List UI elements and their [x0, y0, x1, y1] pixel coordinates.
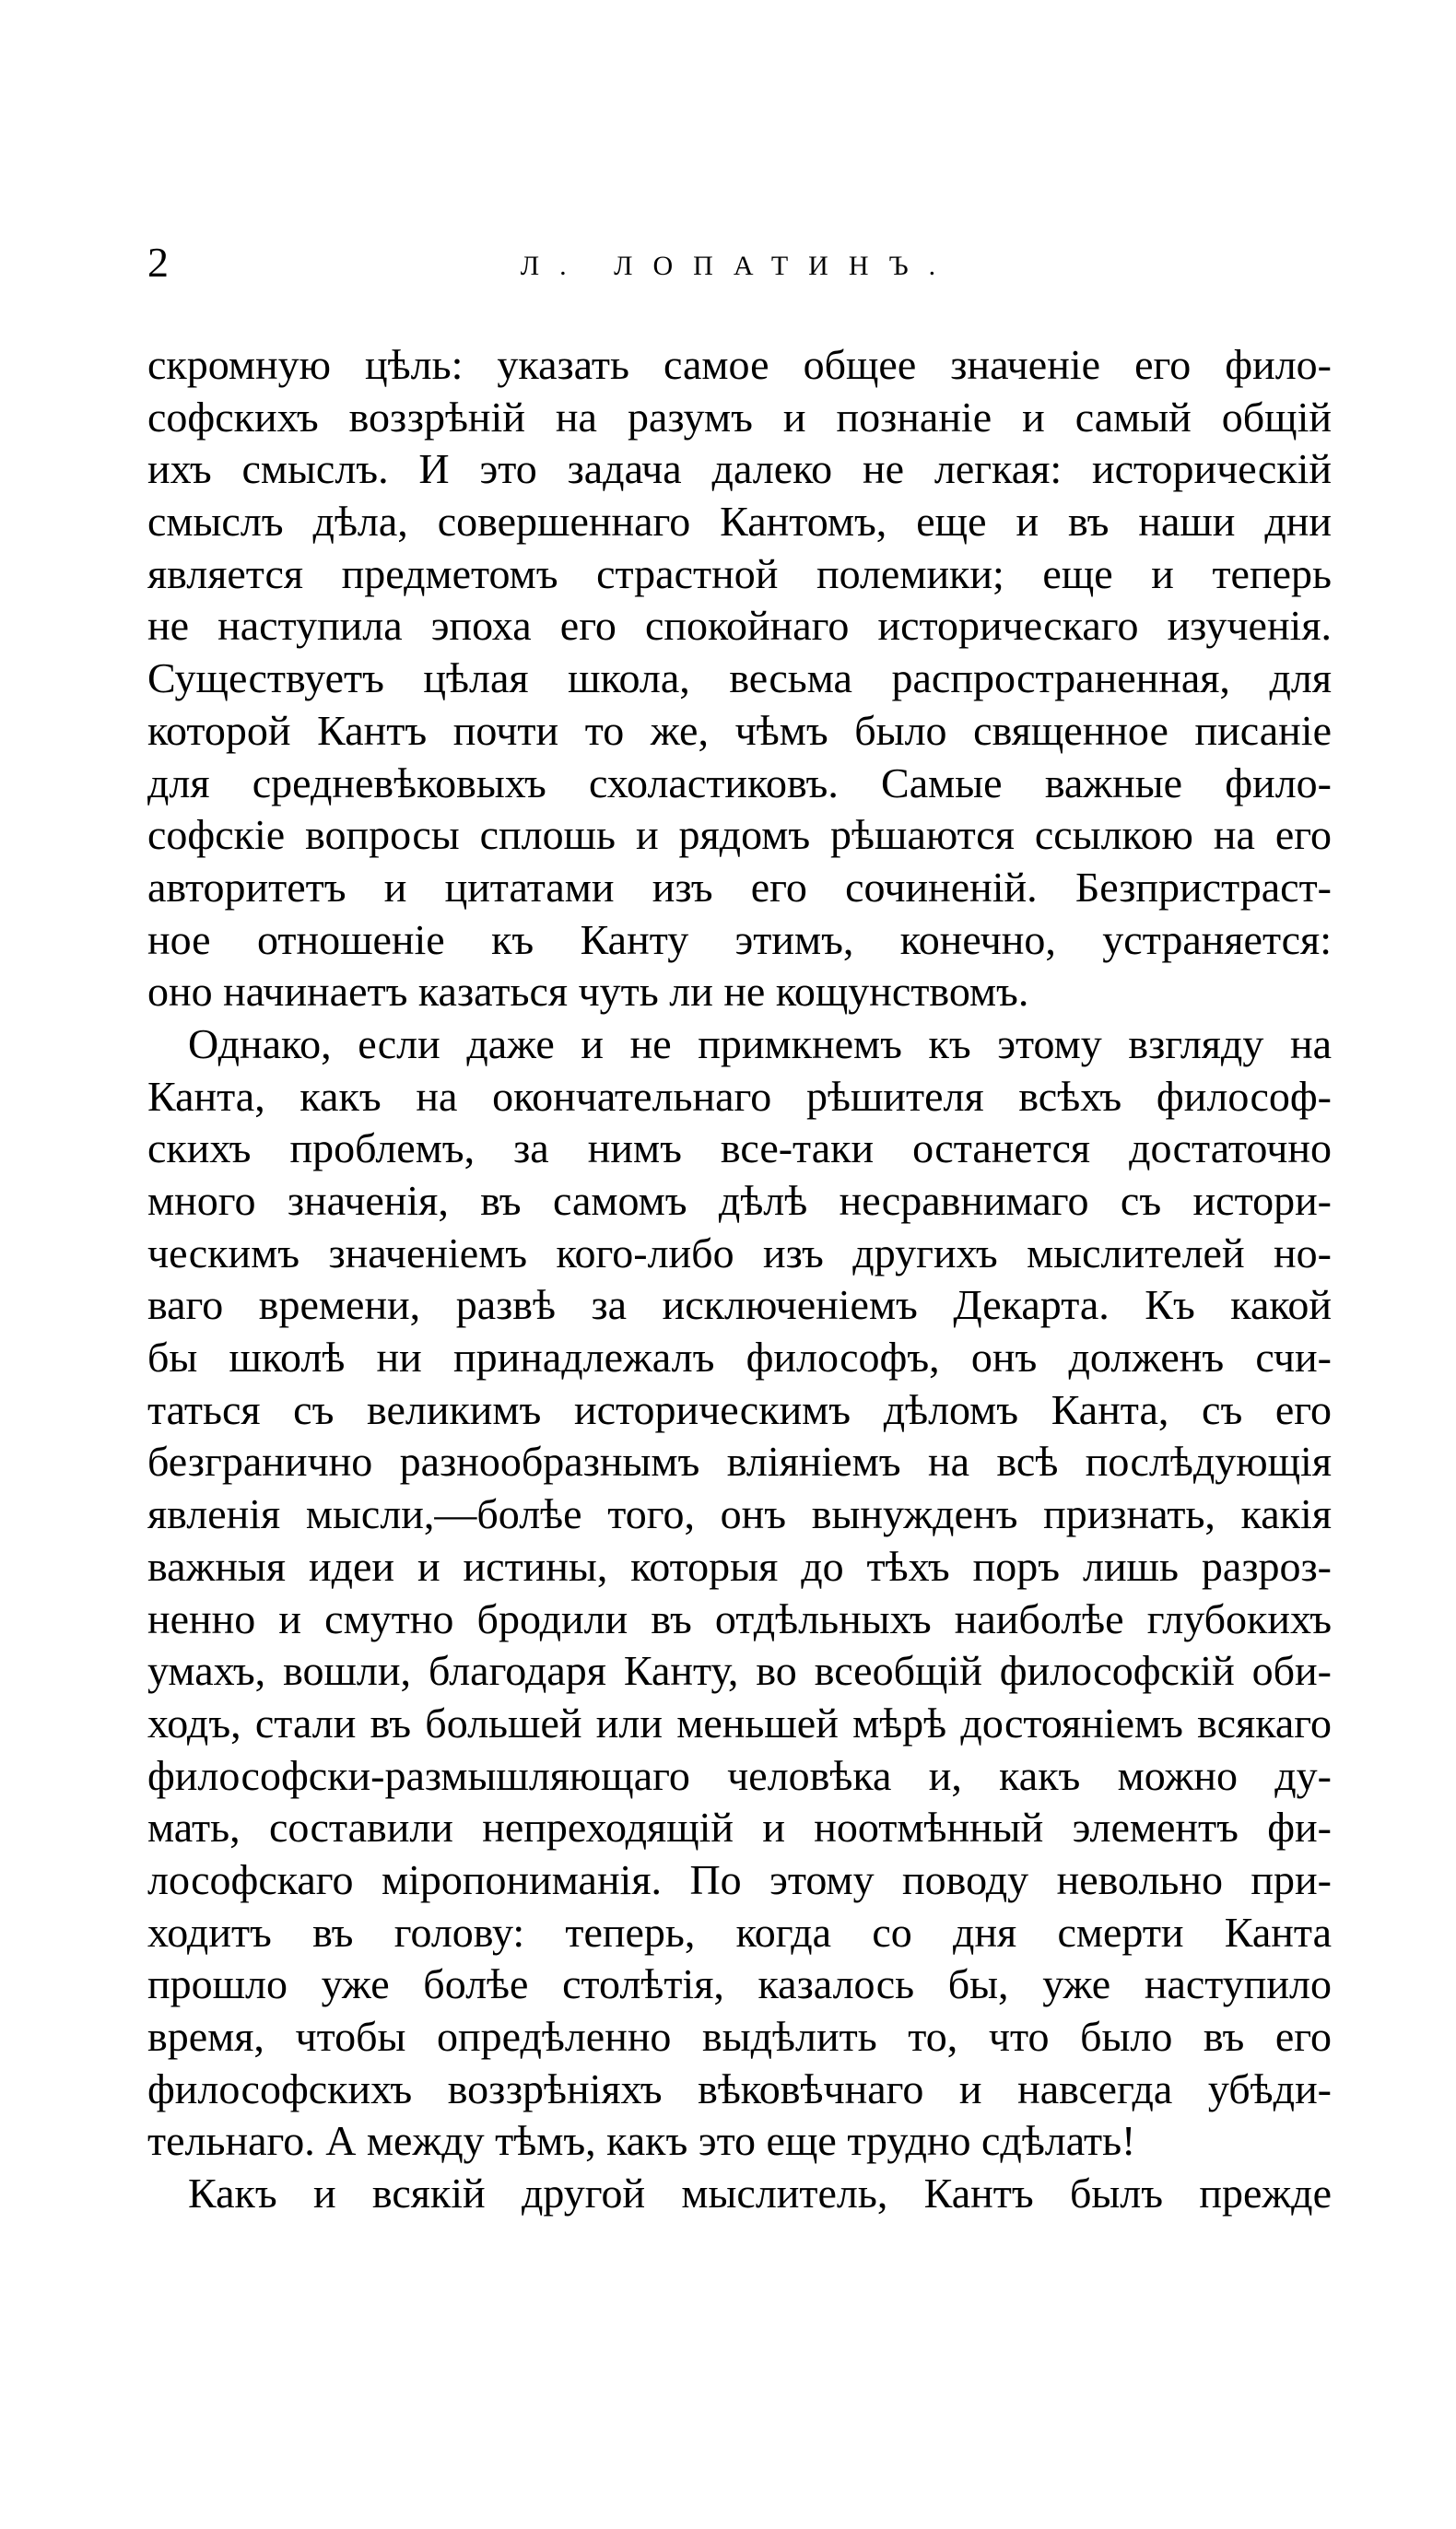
running-head: Л. ЛОПАТИНЪ. [520, 251, 957, 281]
text-line: ходъ, стали въ большей или меньшей мѣрѣ достоянiемъ всякаго [147, 1699, 1332, 1747]
page-number: 2 [147, 239, 169, 286]
text-line: софскихъ воззрѣнiй на разумъ и познанiе и самый общiй [147, 393, 1332, 441]
text-line: скихъ проблемъ, за нимъ все-таки останется достаточно [147, 1124, 1332, 1172]
text-line: Канта, какъ на окончательнаго рѣшителя всѣхъ философ- [147, 1072, 1332, 1120]
text-line: умахъ, вошли, благодаря Канту, во всеобщiй философскiй оби- [147, 1647, 1332, 1695]
text-line: ходитъ въ голову: теперь, когда со дня смерти Канта [147, 1908, 1332, 1956]
text-line: авторитетъ и цитатами изъ его сочиненiй. Безпристраст- [147, 863, 1332, 911]
text-line: безгранично разнообразнымъ влiянiемъ на всѣ послѣдующiя [147, 1438, 1332, 1486]
body-text [147, 339, 1332, 2220]
text-line: скромную цѣль: указать самое общее значенiе его фило- [147, 341, 1332, 388]
text-line: смыслъ дѣла, совершеннаго Кантомъ, еще и въ наши дни [147, 498, 1332, 546]
text-line: для средневѣковыхъ схоластиковъ. Самые важные фило- [147, 759, 1332, 806]
text-line: является предметомъ страстной полемики; еще и теперь [147, 549, 1332, 597]
text-line: ваго времени, развѣ за исключенiемъ Декарта. Къ какой [147, 1281, 1332, 1329]
text-line: ихъ смыслъ. И это задача далеко не легкая: историческiй [147, 445, 1332, 493]
text-line: софскiе вопросы сплошь и рядомъ рѣшаются ссылкою на его [147, 811, 1332, 859]
text-line: таться съ великимъ историческимъ дѣломъ Канта, съ его [147, 1385, 1332, 1433]
text-line: не наступила эпоха его спокойнаго историческаго изученiя. [147, 602, 1332, 650]
text-line: бы школѣ ни принадлежалъ философъ, онъ долженъ счи- [147, 1334, 1332, 1382]
text-line: Какъ и всякiй другой мыслитель, Кантъ былъ прежде [188, 2170, 1332, 2217]
text-line: оно начинаетъ казаться чуть ли не кощунствомъ. [147, 968, 1029, 1016]
text-line: которой Кантъ почти то же, чѣмъ было священное писанiе [147, 706, 1332, 754]
text-line: ческимъ значенiемъ кого-либо изъ другихъ мыслителей но- [147, 1229, 1332, 1276]
text-line: ненно и смутно бродили въ отдѣльныхъ наиболѣе глубокихъ [147, 1594, 1332, 1642]
text-line: ное отношенiе къ Канту этимъ, конечно, устраняется: [147, 915, 1332, 963]
text-line: много значенiя, въ самомъ дѣлѣ несравнимаго съ истори- [147, 1177, 1332, 1224]
text-line: лософскаго мiропониманiя. По этому поводу невольно при- [147, 1855, 1332, 1903]
text-line: важныя идеи и истины, которыя до тѣхъ поръ лишь разроз- [147, 1542, 1332, 1590]
text-line: явленiя мысли,—болѣе того, онъ вынужденъ признать, какiя [147, 1490, 1332, 1538]
text-line: тельнаго. А между тѣмъ, какъ это еще трудно сдѣлать! [147, 2117, 1136, 2165]
text-line: мать, составили непреходящiй и ноотмѣнный элементъ фи- [147, 1804, 1332, 1852]
text-line: прошло уже болѣе столѣтiя, казалось бы, уже наступило [147, 1960, 1332, 2008]
text-line: философскихъ воззрѣнiяхъ вѣковѣчнаго и навсегда убѣди- [147, 2064, 1332, 2112]
text-line: время, чтобы опредѣленно выдѣлить то, что было въ его [147, 2013, 1332, 2060]
text-line: философски-размышляющаго человѣка и, какъ можно ду- [147, 1751, 1332, 1799]
text-line: Существуетъ цѣлая школа, весьма распространенная, для [147, 654, 1332, 702]
text-line: Однако, если даже и не примкнемъ къ этому взгляду на [188, 1019, 1332, 1067]
